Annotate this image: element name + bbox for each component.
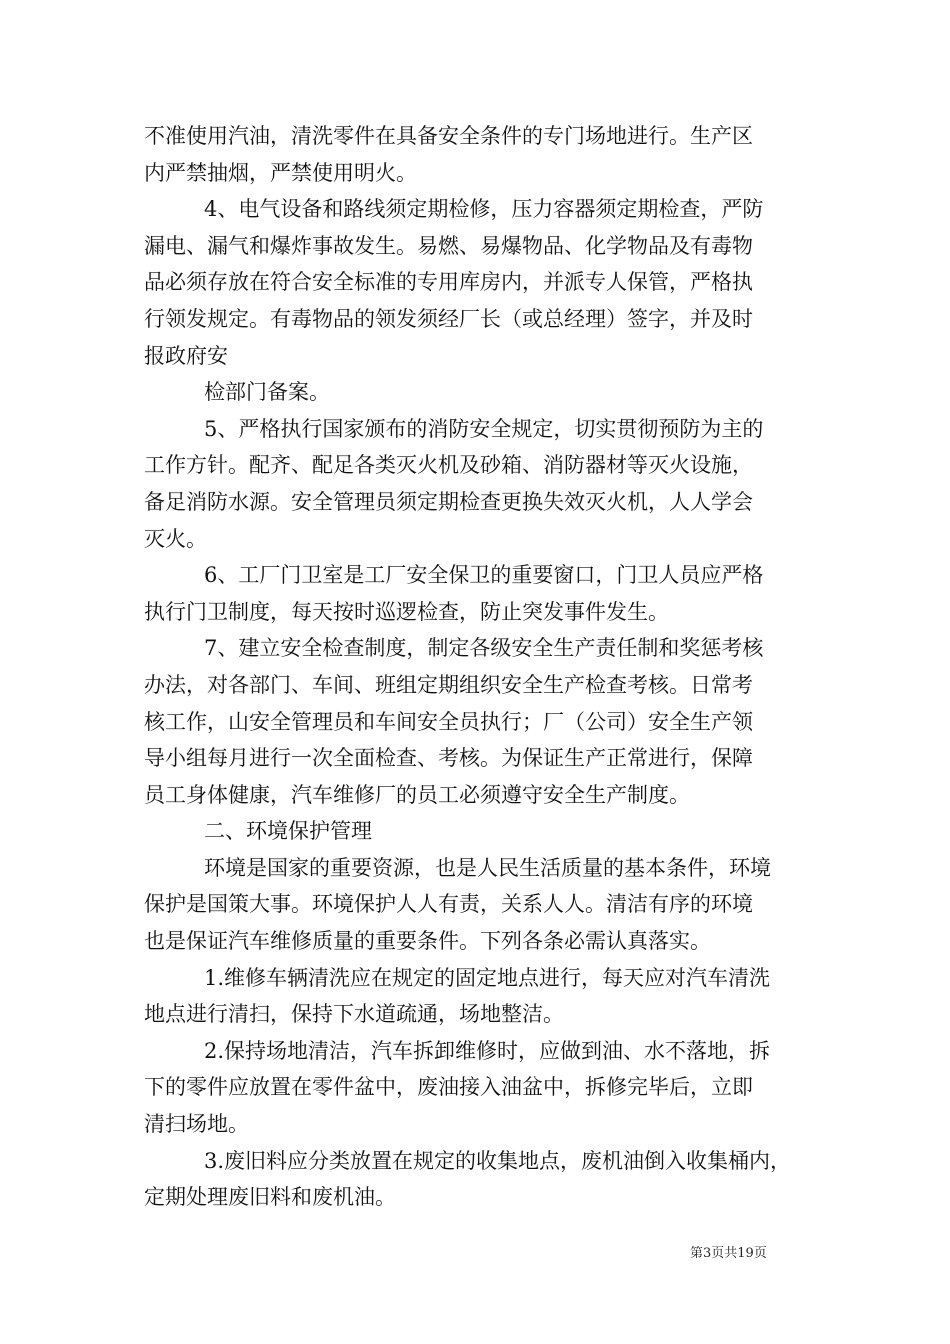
text-line: 导小组每月进行一次全面检查、考核。为保证生产正常进行，保障 [144, 746, 753, 771]
text-line: 灭火。 [144, 526, 207, 551]
text-line: 员工身体健康，汽车维修厂的员工必须遵守安全生产制度。 [144, 782, 690, 807]
text-line: 检部门备案。 [204, 380, 330, 405]
text-line: 核工作，山安全管理员和车间安全员执行；厂（公司）安全生产领 [144, 709, 753, 734]
text-line: 4、电气设备和路线须定期检修，压力容器须定期检查，严防 [204, 197, 764, 222]
text-line: 报政府安 [144, 343, 228, 368]
text-line: 不准使用汽油，清洗零件在具备安全条件的专门场地进行。生产区 [144, 124, 753, 148]
text-line: 执行门卫制度，每天按时巡逻检查，防止突发事件发生。 [144, 599, 669, 624]
page-number: 第3页共19页 [690, 1246, 767, 1261]
text-line: 行领发规定。有毒物品的领发须经厂长（或总经理）签字，并及时 [144, 306, 753, 331]
text-line: 定期处理废旧料和废机油。 [144, 1185, 396, 1210]
text-line: 办法，对各部门、车间、班组定期组织安全生产检查考核。日常考 [144, 672, 753, 697]
text-line: 备足消防水源。安全管理员须定期检查更换失效灭火机，人人学会 [144, 489, 753, 514]
text-line: 6、工厂门卫室是工厂安全保卫的重要窗口，门卫人员应严格 [204, 563, 764, 588]
text-line: 5、严格执行国家颁布的消防安全规定，切实贯彻预防为主的 [204, 416, 764, 441]
document-body [144, 118, 812, 1216]
text-line: 1.维修车辆清洗应在规定的固定地点进行，每天应对汽车清洗 [204, 965, 771, 990]
text-line: 环境是国家的重要资源，也是人民生活质量的基本条件，环境 [204, 855, 771, 880]
text-line: 漏电、漏气和爆炸事故发生。易燃、易爆物品、化学物品及有毒物 [144, 233, 753, 258]
text-line: 地点进行清扫，保持下水道疏通，场地整洁。 [144, 1002, 564, 1027]
text-line: 品必须存放在符合安全标准的专用库房内，并派专人保管，严格执 [144, 270, 753, 295]
text-line: 保护是国策大事。环境保护人人有责，关系人人。清洁有序的环境 [144, 892, 753, 917]
text-line: 也是保证汽车维修质量的重要条件。下列各条必需认真落实。 [144, 929, 711, 954]
text-line: 2.保持场地清洁，汽车拆卸维修时，应做到油、水不落地，拆 [204, 1038, 771, 1063]
text-line: 内严禁抽烟，严禁使用明火。 [144, 160, 417, 185]
text-line: 工作方针。配齐、配足各类灭火机及砂箱、消防器材等灭火设施， [144, 453, 753, 478]
text-line: 清扫场地。 [144, 1112, 249, 1137]
text-line: 二、环境保护管理 [204, 819, 372, 844]
text-line: 7、建立安全检查制度，制定各级安全生产责任制和奖惩考核 [204, 636, 764, 661]
text-line: 3.废旧料应分类放置在规定的收集地点，废机油倒入收集桶内， [204, 1148, 792, 1173]
text-line: 下的零件应放置在零件盆中，废油接入油盆中，拆修完毕后，立即 [144, 1075, 753, 1100]
